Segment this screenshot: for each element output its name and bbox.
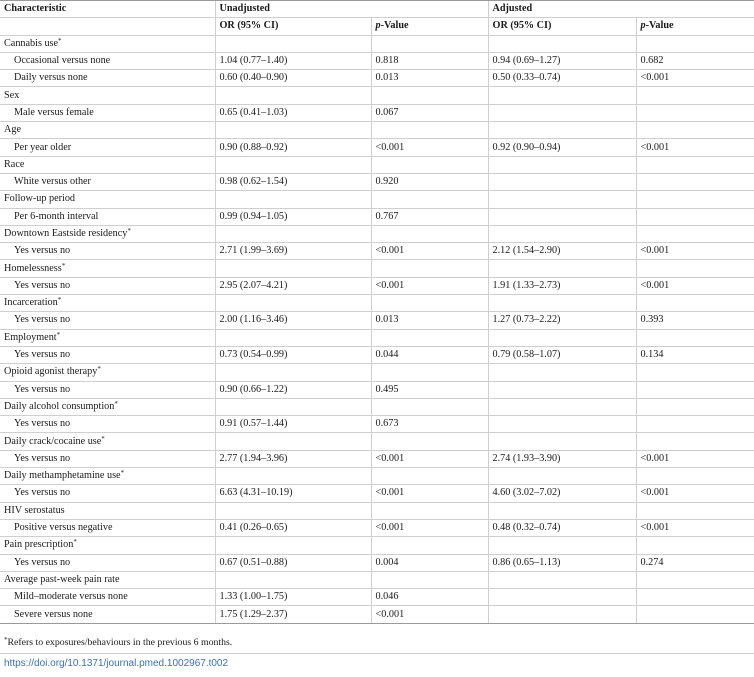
header-unadjusted-p xyxy=(371,18,488,35)
group-label-cell xyxy=(0,156,215,173)
adjusted-p-cell xyxy=(636,433,754,450)
adjusted-or-cell xyxy=(488,208,636,225)
table-group-row xyxy=(0,156,754,173)
adjusted-p-cell xyxy=(636,104,754,121)
adjusted-or-cell xyxy=(488,104,636,121)
footnote-marker: * xyxy=(120,469,125,478)
group-label-cell xyxy=(0,122,215,139)
table-group-row xyxy=(0,433,754,450)
adjusted-p-cell xyxy=(636,537,754,554)
unadjusted-or-cell: 0.65 (0.41–1.03) xyxy=(215,104,371,121)
adjusted-or-cell: 0.92 (0.90–0.94) xyxy=(488,139,636,156)
adjusted-or-cell xyxy=(488,295,636,312)
footnote-marker: * xyxy=(97,365,101,374)
group-label: Homelessness xyxy=(4,262,62,274)
adjusted-p-cell xyxy=(636,225,754,242)
unadjusted-p-cell xyxy=(371,502,488,519)
adjusted-p-cell xyxy=(636,589,754,606)
table-group-row xyxy=(0,260,754,277)
header-blank-cell xyxy=(0,18,215,35)
table-group-row xyxy=(0,191,754,208)
unadjusted-p-cell: 0.013 xyxy=(371,70,488,87)
adjusted-or-cell xyxy=(488,329,636,346)
header-row-sub xyxy=(0,18,754,35)
row-label: Per year older xyxy=(0,139,215,156)
group-label-cell xyxy=(0,398,215,415)
table-row xyxy=(0,519,754,536)
table-row xyxy=(0,70,754,87)
group-label-cell xyxy=(0,571,215,588)
row-label: Yes versus no xyxy=(0,243,215,260)
group-label-cell xyxy=(0,87,215,104)
unadjusted-or-cell xyxy=(215,537,371,554)
group-label-cell xyxy=(0,295,215,312)
group-label-cell xyxy=(0,502,215,519)
unadjusted-or-cell xyxy=(215,364,371,381)
row-label: Yes versus no xyxy=(0,554,215,571)
adjusted-p-cell xyxy=(636,122,754,139)
adjusted-p-cell xyxy=(636,468,754,485)
table-group-row xyxy=(0,537,754,554)
adjusted-p-cell xyxy=(636,173,754,190)
unadjusted-or-cell: 0.90 (0.88–0.92) xyxy=(215,139,371,156)
table-group-row xyxy=(0,122,754,139)
unadjusted-or-cell xyxy=(215,260,371,277)
table-row xyxy=(0,589,754,606)
adjusted-p-cell: 0.134 xyxy=(636,346,754,363)
group-label-cell xyxy=(0,35,215,52)
table-row xyxy=(0,606,754,623)
adjusted-or-cell: 2.12 (1.54–2.90) xyxy=(488,243,636,260)
row-label: Positive versus negative xyxy=(0,519,215,536)
adjusted-or-cell xyxy=(488,398,636,415)
table-row xyxy=(0,485,754,502)
group-label: Average past-week pain rate xyxy=(4,573,120,585)
header-row-top xyxy=(0,1,754,18)
unadjusted-p-cell xyxy=(371,364,488,381)
unadjusted-p-cell: 0.767 xyxy=(371,208,488,225)
unadjusted-p-cell xyxy=(371,225,488,242)
adjusted-p-cell xyxy=(636,364,754,381)
adjusted-or-cell xyxy=(488,35,636,52)
unadjusted-or-cell: 0.60 (0.40–0.90) xyxy=(215,70,371,87)
unadjusted-p-cell xyxy=(371,329,488,346)
unadjusted-p-cell: <0.001 xyxy=(371,606,488,623)
table-body xyxy=(0,35,754,623)
unadjusted-p-cell: 0.013 xyxy=(371,312,488,329)
group-label: Pain prescription xyxy=(4,539,74,551)
table-row xyxy=(0,346,754,363)
unadjusted-p-cell: <0.001 xyxy=(371,519,488,536)
unadjusted-p-cell xyxy=(371,260,488,277)
group-label: Employment xyxy=(4,331,57,343)
row-label: Yes versus no xyxy=(0,485,215,502)
unadjusted-p-cell: <0.001 xyxy=(371,243,488,260)
group-label-cell xyxy=(0,329,215,346)
unadjusted-p-cell: 0.495 xyxy=(371,381,488,398)
footnote-marker: * xyxy=(56,330,61,339)
row-label: Yes versus no xyxy=(0,346,215,363)
group-label-cell xyxy=(0,364,215,381)
unadjusted-or-cell: 0.90 (0.66–1.22) xyxy=(215,381,371,398)
row-label: Yes versus no xyxy=(0,312,215,329)
p-italic: p xyxy=(640,20,646,32)
adjusted-or-cell xyxy=(488,381,636,398)
adjusted-or-cell xyxy=(488,416,636,433)
group-label: Sex xyxy=(4,89,20,101)
unadjusted-p-cell: <0.001 xyxy=(371,485,488,502)
unadjusted-p-cell xyxy=(371,191,488,208)
adjusted-p-cell xyxy=(636,191,754,208)
table-row xyxy=(0,312,754,329)
unadjusted-or-cell: 1.75 (1.29–2.37) xyxy=(215,606,371,623)
unadjusted-p-cell xyxy=(371,571,488,588)
table-group-row xyxy=(0,571,754,588)
table-row xyxy=(0,450,754,467)
table-group-row xyxy=(0,398,754,415)
unadjusted-or-cell xyxy=(215,329,371,346)
adjusted-or-cell xyxy=(488,225,636,242)
unadjusted-p-cell xyxy=(371,295,488,312)
table-group-row xyxy=(0,502,754,519)
unadjusted-p-cell: 0.673 xyxy=(371,416,488,433)
adjusted-or-cell xyxy=(488,191,636,208)
unadjusted-p-cell: <0.001 xyxy=(371,277,488,294)
group-label: HIV serostatus xyxy=(4,504,65,516)
table-group-row xyxy=(0,295,754,312)
unadjusted-or-cell: 0.99 (0.94–1.05) xyxy=(215,208,371,225)
unadjusted-or-cell xyxy=(215,502,371,519)
adjusted-p-cell xyxy=(636,87,754,104)
adjusted-or-cell: 0.86 (0.65–1.13) xyxy=(488,554,636,571)
unadjusted-p-cell xyxy=(371,537,488,554)
table-footnote xyxy=(4,637,232,648)
adjusted-or-cell: 0.48 (0.32–0.74) xyxy=(488,519,636,536)
row-label: White versus other xyxy=(0,173,215,190)
header-unadjusted: Unadjusted xyxy=(215,1,488,18)
row-label: Yes versus no xyxy=(0,450,215,467)
unadjusted-or-cell: 6.63 (4.31–10.19) xyxy=(215,485,371,502)
adjusted-or-cell xyxy=(488,468,636,485)
adjusted-or-cell xyxy=(488,87,636,104)
footnote-marker: * xyxy=(73,538,77,547)
unadjusted-or-cell xyxy=(215,398,371,415)
unadjusted-or-cell: 0.91 (0.57–1.44) xyxy=(215,416,371,433)
table-group-row xyxy=(0,87,754,104)
header-unadjusted-or: OR (95% CI) xyxy=(215,18,371,35)
table-group-row xyxy=(0,468,754,485)
unadjusted-or-cell: 0.98 (0.62–1.54) xyxy=(215,173,371,190)
unadjusted-p-cell xyxy=(371,87,488,104)
unadjusted-or-cell xyxy=(215,156,371,173)
unadjusted-p-cell xyxy=(371,156,488,173)
unadjusted-or-cell xyxy=(215,571,371,588)
table-row xyxy=(0,416,754,433)
adjusted-or-cell: 1.27 (0.73–2.22) xyxy=(488,312,636,329)
footnote-mark: * xyxy=(4,636,8,644)
unadjusted-p-cell: <0.001 xyxy=(371,450,488,467)
row-label: Yes versus no xyxy=(0,416,215,433)
unadjusted-p-cell: 0.818 xyxy=(371,52,488,69)
adjusted-p-cell xyxy=(636,156,754,173)
unadjusted-or-cell xyxy=(215,35,371,52)
adjusted-p-cell: 0.393 xyxy=(636,312,754,329)
group-label-cell xyxy=(0,433,215,450)
adjusted-p-cell: <0.001 xyxy=(636,139,754,156)
table-row xyxy=(0,52,754,69)
row-label: Yes versus no xyxy=(0,381,215,398)
adjusted-p-cell xyxy=(636,329,754,346)
row-label: Yes versus no xyxy=(0,277,215,294)
divider xyxy=(0,653,754,654)
header-adjusted: Adjusted xyxy=(488,1,754,18)
unadjusted-p-cell xyxy=(371,433,488,450)
adjusted-p-cell: <0.001 xyxy=(636,450,754,467)
group-label: Downtown Eastside residency xyxy=(4,228,128,239)
unadjusted-or-cell xyxy=(215,433,371,450)
unadjusted-or-cell xyxy=(215,87,371,104)
group-label-cell xyxy=(0,191,215,208)
unadjusted-or-cell: 0.73 (0.54–0.99) xyxy=(215,346,371,363)
adjusted-p-cell xyxy=(636,35,754,52)
unadjusted-or-cell xyxy=(215,295,371,312)
adjusted-or-cell xyxy=(488,364,636,381)
group-label-cell xyxy=(0,537,215,554)
table-row xyxy=(0,277,754,294)
adjusted-p-cell xyxy=(636,571,754,588)
adjusted-p-cell xyxy=(636,416,754,433)
table-group-row xyxy=(0,35,754,52)
unadjusted-p-cell xyxy=(371,122,488,139)
table-group-row xyxy=(0,364,754,381)
group-label-cell xyxy=(0,260,215,277)
adjusted-or-cell xyxy=(488,173,636,190)
table-row xyxy=(0,554,754,571)
footnote-text: Refers to exposures/behaviours in the previous 6 months. xyxy=(7,637,233,648)
adjusted-p-cell xyxy=(636,381,754,398)
unadjusted-or-cell: 2.00 (1.16–3.46) xyxy=(215,312,371,329)
footnote-marker: * xyxy=(61,261,66,270)
adjusted-or-cell xyxy=(488,260,636,277)
row-label: Occasional versus none xyxy=(0,52,215,69)
adjusted-or-cell xyxy=(488,571,636,588)
footnote-marker: * xyxy=(127,227,131,235)
group-label-cell xyxy=(0,225,215,242)
adjusted-p-cell: 0.274 xyxy=(636,554,754,571)
table-row xyxy=(0,208,754,225)
table-row xyxy=(0,243,754,260)
adjusted-p-cell xyxy=(636,260,754,277)
unadjusted-p-cell: 0.920 xyxy=(371,173,488,190)
adjusted-p-cell: <0.001 xyxy=(636,277,754,294)
header-adjusted-p xyxy=(636,18,754,35)
footnote-marker: * xyxy=(101,434,105,443)
row-label: Male versus female xyxy=(0,104,215,121)
footnote-marker: * xyxy=(58,36,62,45)
adjusted-or-cell: 0.50 (0.33–0.74) xyxy=(488,70,636,87)
header-adjusted-or: OR (95% CI) xyxy=(488,18,636,35)
table-row xyxy=(0,173,754,190)
unadjusted-or-cell: 2.77 (1.94–3.96) xyxy=(215,450,371,467)
header-characteristic: Characteristic xyxy=(0,1,215,18)
unadjusted-p-cell xyxy=(371,468,488,485)
unadjusted-p-cell: 0.046 xyxy=(371,589,488,606)
group-label: Daily methamphetamine use xyxy=(4,470,121,482)
unadjusted-or-cell: 2.95 (2.07–4.21) xyxy=(215,277,371,294)
group-label: Incarceration xyxy=(4,297,58,309)
group-label: Age xyxy=(4,124,21,136)
footnote-marker: * xyxy=(114,399,118,408)
adjusted-or-cell: 2.74 (1.93–3.90) xyxy=(488,450,636,467)
row-label: Per 6-month interval xyxy=(0,208,215,225)
adjusted-or-cell: 4.60 (3.02–7.02) xyxy=(488,485,636,502)
unadjusted-or-cell: 1.33 (1.00–1.75) xyxy=(215,589,371,606)
unadjusted-or-cell xyxy=(215,468,371,485)
group-label: Daily crack/cocaine use xyxy=(4,435,102,447)
p-suffix: -Value xyxy=(645,20,674,32)
adjusted-or-cell: 0.79 (0.58–1.07) xyxy=(488,346,636,363)
adjusted-p-cell: <0.001 xyxy=(636,70,754,87)
adjusted-or-cell xyxy=(488,589,636,606)
row-label: Mild–moderate versus none xyxy=(0,589,215,606)
group-label: Daily alcohol consumption xyxy=(4,400,115,412)
footnote-marker: * xyxy=(57,296,62,305)
table-row xyxy=(0,381,754,398)
unadjusted-p-cell xyxy=(371,398,488,415)
unadjusted-p-cell: <0.001 xyxy=(371,139,488,156)
group-label: Follow-up period xyxy=(4,193,76,205)
unadjusted-or-cell: 1.04 (0.77–1.40) xyxy=(215,52,371,69)
unadjusted-or-cell: 0.41 (0.26–0.65) xyxy=(215,519,371,536)
adjusted-or-cell xyxy=(488,502,636,519)
adjusted-or-cell xyxy=(488,122,636,139)
row-label: Daily versus none xyxy=(0,70,215,87)
adjusted-p-cell xyxy=(636,208,754,225)
p-italic: p xyxy=(375,20,381,32)
unadjusted-or-cell: 2.71 (1.99–3.69) xyxy=(215,243,371,260)
adjusted-p-cell xyxy=(636,398,754,415)
unadjusted-or-cell xyxy=(215,191,371,208)
table-row xyxy=(0,104,754,121)
group-label-cell xyxy=(0,468,215,485)
adjusted-p-cell xyxy=(636,295,754,312)
unadjusted-p-cell xyxy=(371,35,488,52)
adjusted-p-cell: <0.001 xyxy=(636,243,754,260)
adjusted-p-cell xyxy=(636,606,754,623)
group-label: Cannabis use xyxy=(4,37,59,49)
adjusted-or-cell xyxy=(488,433,636,450)
adjusted-or-cell: 0.94 (0.69–1.27) xyxy=(488,52,636,69)
doi-link[interactable]: https://doi.org/10.1371/journal.pmed.1002967.t002 xyxy=(4,658,229,669)
adjusted-p-cell: 0.682 xyxy=(636,52,754,69)
unadjusted-or-cell: 0.67 (0.51–0.88) xyxy=(215,554,371,571)
row-label: Severe versus none xyxy=(0,606,215,623)
p-suffix: -Value xyxy=(380,20,409,32)
adjusted-or-cell xyxy=(488,537,636,554)
adjusted-or-cell: 1.91 (1.33–2.73) xyxy=(488,277,636,294)
adjusted-or-cell xyxy=(488,156,636,173)
adjusted-or-cell xyxy=(488,606,636,623)
unadjusted-p-cell: 0.067 xyxy=(371,104,488,121)
unadjusted-or-cell xyxy=(215,122,371,139)
group-label: Race xyxy=(4,158,25,170)
adjusted-p-cell: <0.001 xyxy=(636,519,754,536)
table-group-row xyxy=(0,225,754,242)
adjusted-p-cell xyxy=(636,502,754,519)
unadjusted-p-cell: 0.004 xyxy=(371,554,488,571)
table-row xyxy=(0,139,754,156)
unadjusted-p-cell: 0.044 xyxy=(371,346,488,363)
table-group-row xyxy=(0,329,754,346)
unadjusted-or-cell xyxy=(215,225,371,242)
adjusted-p-cell: <0.001 xyxy=(636,485,754,502)
group-label: Opioid agonist therapy xyxy=(4,366,98,378)
